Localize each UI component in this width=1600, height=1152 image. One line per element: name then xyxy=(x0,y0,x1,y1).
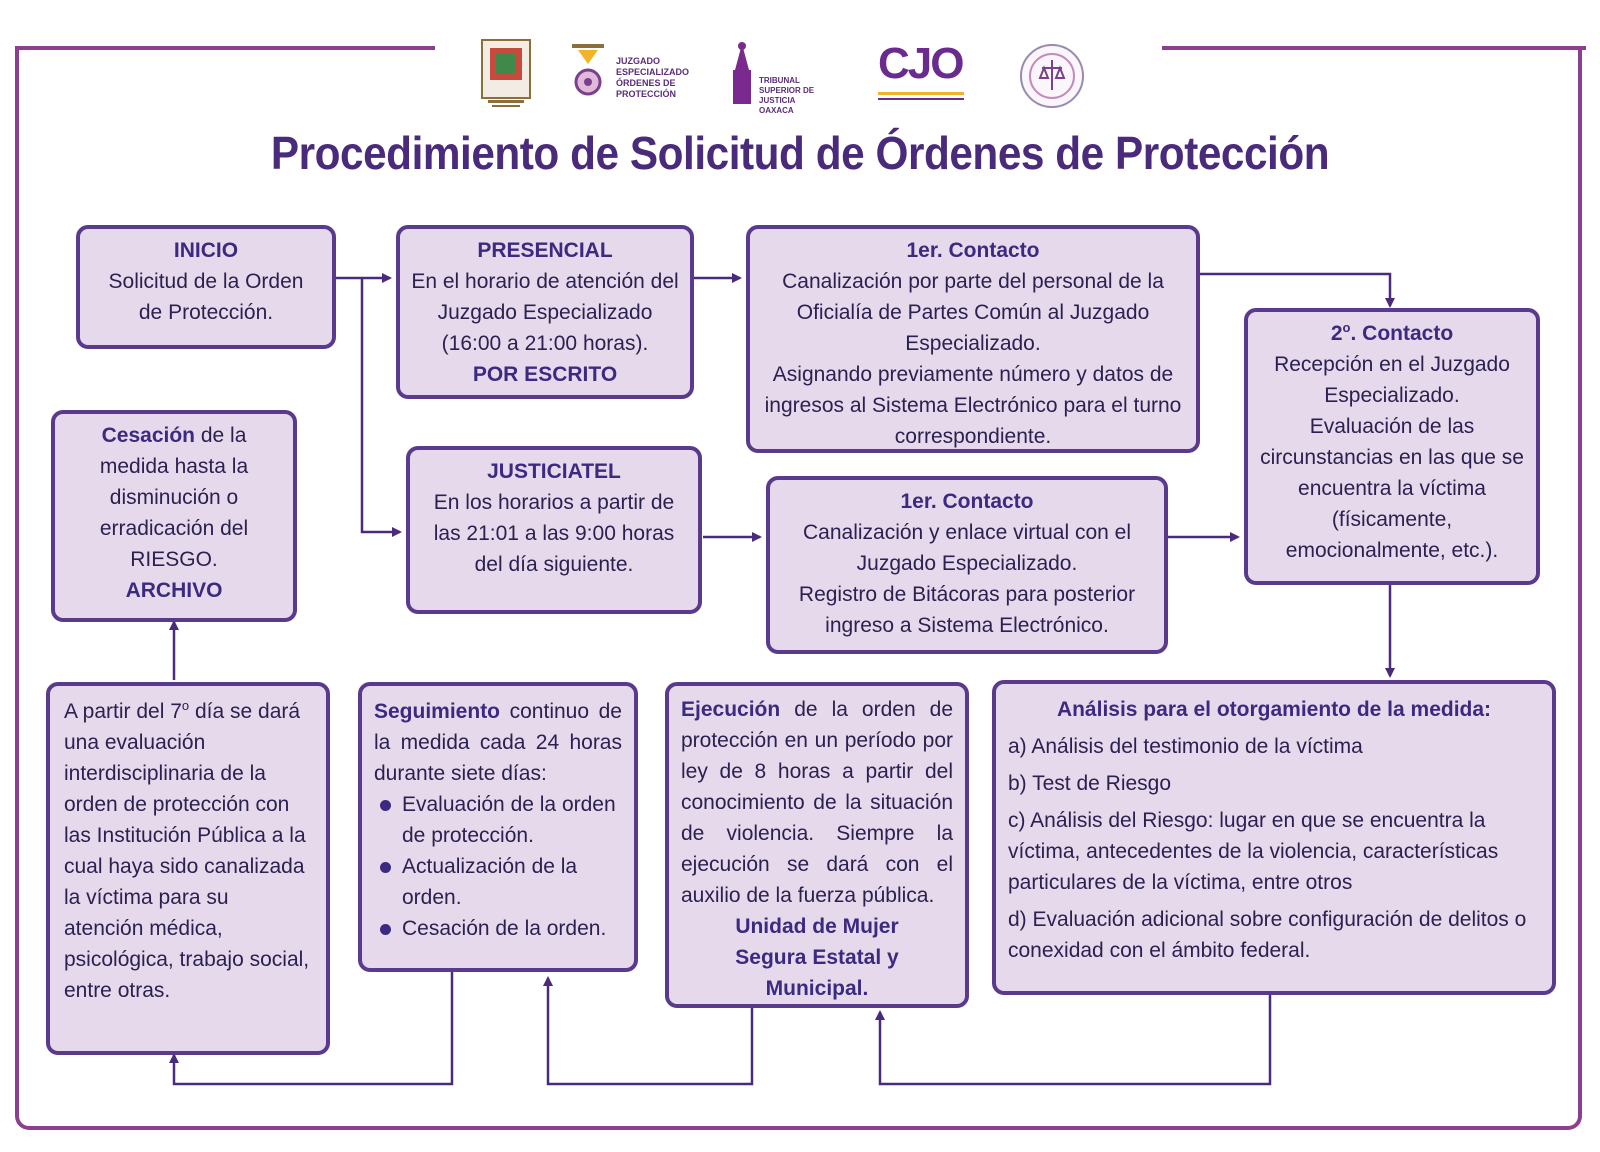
analisis-item-d: d) Evaluación adicional sobre configuración de delitos o conexidad con el ámbito federal. xyxy=(1008,908,1527,962)
evaluacion-text: A partir del 7$^o$ día se dará una evaluación interdisciplinaria de la orden de protección con las Institución Pública a la cual haya sido canalizada la víctima para su atención médica, psicológica, trabajo social, entre otras. xyxy=(64,698,310,1002)
first-contact-presencial-box xyxy=(746,225,1200,453)
second-contact-box xyxy=(1244,308,1540,585)
second-contact-text-2: Evaluación de las circunstancias en las que se encuentra la víctima (físicamente, emocionalmente, etc.). xyxy=(1260,415,1524,562)
seguimiento-text: Seguimiento continuo de la medida cada 24 horas durante siete días: xyxy=(374,700,622,785)
second-contact-heading: 2$^o$. Contacto xyxy=(1330,320,1454,345)
seguimiento-box xyxy=(358,682,638,972)
analisis-box xyxy=(992,680,1556,995)
circular-seal-logo xyxy=(1018,42,1086,115)
first-contact-presencial-text: Canalización por parte del personal de la Oficialía de Partes Común al Juzgado Especializado. xyxy=(782,270,1164,355)
presencial-box xyxy=(396,225,694,399)
cesacion-box xyxy=(51,410,297,622)
justiciatel-heading: JUSTICIATEL xyxy=(487,460,621,483)
ejecucion-box xyxy=(665,682,969,1008)
presencial-subheading: POR ESCRITO xyxy=(472,363,618,386)
analisis-heading: Análisis para el otorgamiento de la medida: xyxy=(1056,698,1492,721)
analisis-item-b: b) Test de Riesgo xyxy=(1008,772,1172,795)
first-contact-virtual-heading: 1er. Contacto xyxy=(900,490,1034,513)
analisis-item-c: c) Análisis del Riesgo: lugar en que se encuentra la víctima, antecedentes de la violencia, características particulares de la víctima, entre otros xyxy=(1008,809,1499,894)
inicio-text: Solicitud de la Orden de Protección. xyxy=(108,270,304,324)
seguimiento-item: Cesación de la orden. xyxy=(402,913,622,944)
ejecucion-subheading: Unidad de Mujer Segura Estatal y Municipal. xyxy=(735,915,899,1000)
inicio-heading: INICIO xyxy=(173,239,239,262)
cesacion-text: Cesación de la medida hasta la disminución o erradicación del RIESGO. xyxy=(99,424,249,571)
seguimiento-list xyxy=(374,789,622,944)
ejecucion-text: Ejecución de la orden de protección en un período por ley de 8 horas a partir del conocimiento de la situación de violencia. Siempre la ejecución se dará con el auxilio de la fuerza pública. xyxy=(681,698,953,907)
first-contact-presencial-heading: 1er. Contacto xyxy=(906,239,1040,262)
justiciatel-box xyxy=(406,446,702,614)
presencial-heading: PRESENCIAL xyxy=(477,239,613,262)
cjo-logo: CJO xyxy=(878,38,968,100)
presencial-text: En el horario de atención del Juzgado Especializado (16:00 a 21:00 horas). xyxy=(411,270,679,355)
logo-strip: JUZGADO ESPECIALIZADO ÓRDENES DE PROTECCIÓN TRIBUNAL SUPERIOR DE JUSTICIA OAXACA CJO xyxy=(470,38,1140,118)
evaluacion-box xyxy=(46,682,330,1055)
seguimiento-item: Evaluación de la orden de protección. xyxy=(402,789,622,851)
seguimiento-item: Actualización de la orden. xyxy=(402,851,622,913)
page-title: Procedimiento de Solicitud de Órdenes de Protección xyxy=(270,127,1330,179)
archivo-label: ARCHIVO xyxy=(125,579,223,602)
first-contact-virtual-box xyxy=(766,476,1168,654)
first-contact-presencial-text-2: Asignando previamente número y datos de ingresos al Sistema Electrónico para el turno correspondiente. xyxy=(764,363,1182,448)
analisis-item-a: a) Análisis del testimonio de la víctima xyxy=(1008,735,1363,758)
justiciatel-text: En los horarios a partir de las 21:01 a las 9:00 horas del día siguiente. xyxy=(433,491,675,576)
inicio-box xyxy=(76,225,336,349)
frame-top-left-line xyxy=(15,46,435,50)
frame-top-right-line xyxy=(1162,46,1586,50)
first-contact-virtual-text-2: Registro de Bitácoras para posterior ingreso a Sistema Electrónico. xyxy=(798,583,1136,637)
oaxaca-government-seal-icon xyxy=(478,38,534,115)
first-contact-virtual-text: Canalización y enlace virtual con el Juzgado Especializado. xyxy=(802,521,1131,575)
second-contact-text: Recepción en el Juzgado Especializado. xyxy=(1274,353,1510,407)
